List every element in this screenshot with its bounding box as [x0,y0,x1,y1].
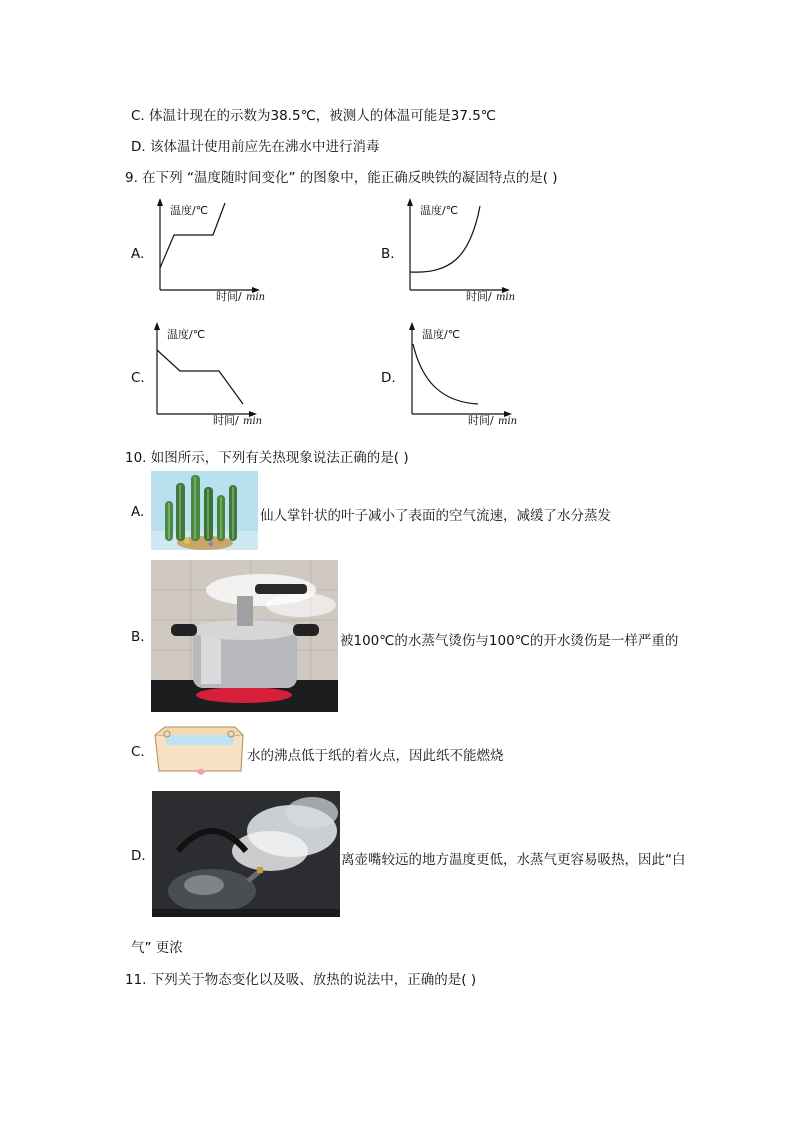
q9-b-unit: min [496,292,516,303]
q9-b-ylabel: 温度/℃ [420,204,459,217]
q9-stem: 9. 在下列 “温度随时间变化” 的图象中，能正确反映铁的凝固特点的是( ) [125,170,558,186]
q9-option-b-letter: B. [381,246,395,262]
q10-option-c-text: 水的沸点低于纸的着火点，因此纸不能燃烧 [247,748,504,764]
q9-option-a-letter: A. [131,246,145,262]
q9-graph-a [150,198,270,304]
q9-d-unit: min [498,416,518,427]
q9-a-unit: min [246,292,266,303]
paper-box-image [151,725,247,781]
kettle-image [152,791,340,917]
q10-stem: 10. 如图所示，下列有关热现象说法正确的是( ) [125,450,409,466]
q10-option-b-text: 被100℃的水蒸气烫伤与100℃的开水烫伤是一样严重的 [340,633,679,649]
q9-graph-c [147,322,267,428]
q9-d-ylabel: 温度/℃ [422,328,461,341]
q10-option-d-letter: D. [131,848,146,864]
q10-option-d-text-cont: 气” 更浓 [131,940,183,956]
q9-a-ylabel: 温度/℃ [170,204,209,217]
q9-a-xlabel: 时间/ [216,290,242,303]
q11-stem: 11. 下列关于物态变化以及吸、放热的说法中，正确的是( ) [125,972,477,988]
q10-option-a-text: 仙人掌针状的叶子减小了表面的空气流速，减缓了水分蒸发 [260,508,611,524]
cactus-image [151,471,258,550]
q10-option-b-letter: B. [131,629,145,645]
q9-graph-b [400,198,520,304]
q10-option-c-letter: C. [131,744,145,760]
q9-option-c-letter: C. [131,370,145,386]
q9-c-xlabel: 时间/ [213,414,239,427]
q9-b-xlabel: 时间/ [466,290,492,303]
q8-option-d: D. 该体温计使用前应先在沸水中进行消毒 [131,139,380,155]
q9-option-d-letter: D. [381,370,396,386]
q8-option-c: C. 体温计现在的示数为38.5℃，被测人的体温可能是37.5℃ [131,108,496,124]
q9-graph-d [402,322,522,428]
pressure-cooker-image [151,560,338,712]
q9-c-ylabel: 温度/℃ [167,328,206,341]
q9-c-unit: min [243,416,263,427]
q10-option-d-text: 离壶嘴较远的地方温度更低，水蒸气更容易吸热，因此“白 [341,852,686,868]
q10-option-a-letter: A. [131,504,145,520]
q9-d-xlabel: 时间/ [468,414,494,427]
